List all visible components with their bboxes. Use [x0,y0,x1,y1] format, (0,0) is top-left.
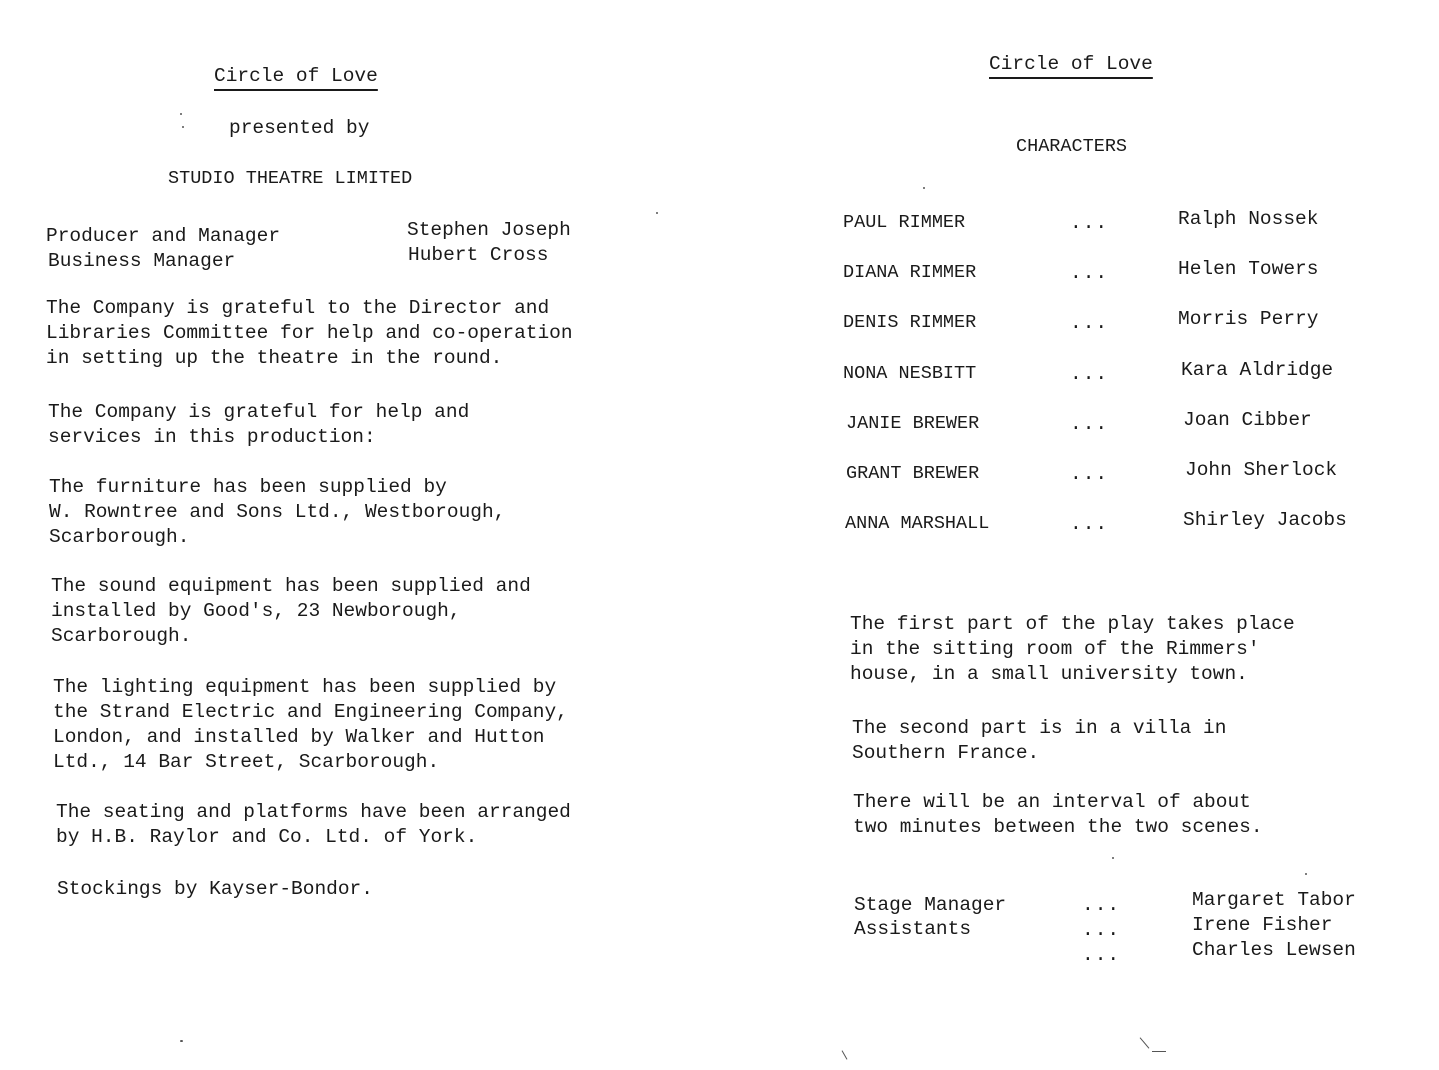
presented-by: presented by [229,117,370,139]
paragraph-furniture [49,475,505,550]
leader-dots: ... [1082,944,1121,966]
paper-speck [1305,873,1307,875]
paragraph-line: The first part of the play takes place [850,613,1295,635]
cast-row [720,308,1439,338]
paragraph-line: The second part is in a villa in [852,717,1227,739]
cast-row [720,459,1439,489]
character-name: DIANA RIMMER [843,262,977,283]
paragraph-interval [853,790,1263,840]
paragraph-lighting [53,675,568,775]
character-name: JANIE BREWER [846,413,980,434]
paper-speck [923,187,925,189]
actor-name: Kara Aldridge [1181,359,1334,381]
paragraph-second-part [852,716,1226,766]
character-name: NONA NESBITT [843,363,977,384]
paragraph-line: The lighting equipment has been supplied by [53,676,557,698]
character-name: DENIS RIMMER [843,312,977,333]
crew-role-stage-manager: Stage Manager [854,894,1007,916]
paragraph-line: in the sitting room of the Rimmers' [850,638,1260,660]
crew-name: Charles Lewsen [1192,939,1356,961]
right-title: Circle of Love [989,53,1153,75]
leader-dots: ... [1070,262,1109,284]
paragraph-line: The furniture has been supplied by [49,476,447,498]
leader-dots: ... [1082,919,1121,941]
cast-row [720,208,1439,238]
paper-speck [180,113,182,115]
leader-dots: ... [1070,463,1109,485]
left-title: Circle of Love [214,65,378,87]
paper-speck [1140,1037,1150,1048]
paragraph-line: services in this production: [48,426,376,448]
paragraph-line: The Company is grateful to the Director and [46,297,550,319]
paragraph-setting [850,612,1295,687]
paragraph-line: by H.B. Raylor and Co. Ltd. of York. [56,826,478,848]
paper-speck [656,212,658,214]
paragraph-line: Southern France. [852,742,1040,764]
cast-row [720,509,1439,539]
crew-role-assistants: Assistants [854,918,972,940]
cast-row [720,359,1439,389]
character-name: ANNA MARSHALL [845,513,990,534]
paragraph-line: W. Rowntree and Sons Ltd., Westborough, [49,501,506,523]
paper-speck [1112,857,1114,859]
actor-name: John Sherlock [1185,459,1338,481]
paragraph-line: Ltd., 14 Bar Street, Scarborough. [53,751,440,773]
paragraph-line: installed by Good's, 23 Newborough, [51,600,461,622]
leader-dots: ... [1070,212,1109,234]
paragraph-line: The seating and platforms have been arranged [56,801,571,823]
cast-row [720,258,1439,288]
paragraph-line: Scarborough. [51,625,192,647]
paragraph-line: house, in a small university town. [850,663,1248,685]
paragraph-line: The Company is grateful for help and [48,401,470,423]
crew-name: Irene Fisher [1192,914,1333,936]
actor-name: Ralph Nossek [1178,208,1319,230]
actor-name: Joan Cibber [1183,409,1312,431]
leader-dots: ... [1082,894,1121,916]
paragraph-line: Stockings by Kayser-Bondor. [57,878,373,900]
paragraph-line: The sound equipment has been supplied and [51,575,531,597]
actor-name: Helen Towers [1178,258,1319,280]
paragraph-sound [51,574,531,649]
staff-name-producer: Stephen Joseph [407,219,571,241]
paper-speck [842,1050,848,1059]
paragraph-line: in setting up the theatre in the round. [46,347,503,369]
cast-row [720,409,1439,439]
paragraph-libraries [46,296,573,371]
actor-name: Shirley Jacobs [1183,509,1347,531]
staff-role-business: Business Manager [48,250,236,272]
paragraph-line: Scarborough. [49,526,190,548]
staff-role-producer: Producer and Manager [46,225,281,247]
paragraph-line: the Strand Electric and Engineering Company, [53,701,568,723]
characters-heading: CHARACTERS [1016,136,1128,157]
leader-dots: ... [1070,413,1109,435]
paragraph-line: London, and installed by Walker and Hutton [53,726,545,748]
leader-dots: ... [1070,363,1109,385]
paragraph-stockings [57,877,373,902]
right-page [720,0,1439,1070]
paragraph-line: There will be an interval of about [853,791,1251,813]
paragraph-seating [56,800,571,850]
leader-dots: ... [1070,312,1109,334]
actor-name: Morris Perry [1178,308,1319,330]
company-name: STUDIO THEATRE LIMITED [168,168,413,189]
paper-speck [182,126,184,128]
paragraph-line: two minutes between the two scenes. [853,816,1263,838]
character-name: GRANT BREWER [846,463,980,484]
crew-name: Margaret Tabor [1192,889,1356,911]
paper-speck [1152,1051,1166,1052]
paragraph-services [48,400,469,450]
character-name: PAUL RIMMER [843,212,966,233]
paragraph-line: Libraries Committee for help and co-operation [46,322,573,344]
leader-dots: ... [1070,513,1109,535]
staff-name-business: Hubert Cross [408,244,549,266]
paper-speck [180,1040,183,1042]
